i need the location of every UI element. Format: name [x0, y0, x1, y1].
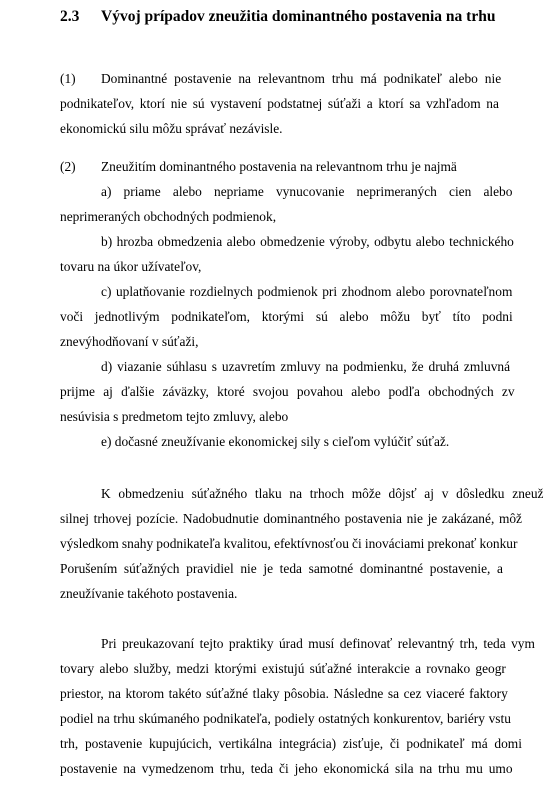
paragraph-1-line: Dominantné postavenie na relevantnom trhu má podnikateľ alebo nie: [101, 71, 502, 86]
paragraph-1-line: podnikateľov, ktorí nie sú vystavení podstatnej súťaži a ktorí sa vzhľadom na: [60, 96, 499, 111]
list-item-c-line: c) uplatňovanie rozdielnych podmienok pri zhodnom alebo porovnateľnom: [101, 284, 513, 299]
body-paragraph-2-line: Pri preukazovaní tejto praktiky úrad musí definovať relevantný trh, teda vym: [101, 636, 535, 651]
body-paragraph-2-line: priestor, na ktorom takéto súťažné tlaky pôsobia. Následne sa cez viaceré faktory: [60, 686, 508, 701]
body-paragraph-2-line: tovary alebo služby, medzi ktorými existujú súťažné interakcie a rovnako geogr: [60, 661, 506, 676]
section-number: 2.3: [60, 8, 80, 25]
body-paragraph-1-line: K obmedzeniu súťažného tlaku na trhoch môže dôjsť aj v dôsledku zneuž: [101, 486, 544, 501]
body-paragraph-2-line: podiel na trhu skúmaného podnikateľa, podiely ostatných konkurentov, bariéry vstu: [60, 711, 511, 726]
body-paragraph-1-line: Porušením súťažných pravidiel nie je teda samotné dominantné postavenie, a: [60, 561, 503, 576]
list-item-b-line: b) hrozba obmedzenia alebo obmedzenie výroby, odbytu alebo technického: [101, 234, 514, 249]
body-paragraph-2-line: postavenie na vymedzenom trhu, teda či jeho ekonomická sila na trhu mu umo: [60, 761, 513, 776]
list-item-d-line: nesúvisia s predmetom tejto zmluvy, alebo: [60, 409, 289, 424]
list-item-c-line: znevýhodňovaní v súťaži,: [60, 334, 199, 349]
list-item-c-line: voči jednotlivým podnikateľom, ktorými sú alebo môžu byť títo podni: [60, 309, 513, 324]
list-item-d-line: d) viazanie súhlasu s uzavretím zmluvy na podmienku, že druhá zmluvná: [101, 359, 511, 374]
list-item-a-line: neprimeraných obchodných podmienok,: [60, 209, 277, 224]
body-paragraph-2-line: trh, postavenie kupujúcich, vertikálna integrácia) zisťuje, či podnikateľ má domi: [60, 736, 522, 751]
paragraph-1-number: (1): [60, 71, 76, 86]
body-paragraph-1-line: silnej trhovej pozície. Nadobudnutie dominantného postavenia nie je zakázané, môž: [60, 511, 522, 526]
paragraph-1-line: ekonomickú silu môžu správať nezávisle.: [60, 121, 283, 136]
list-item-a-line: a) priame alebo nepriame vynucovanie neprimeraných cien alebo: [101, 184, 513, 199]
body-paragraph-1-line: zneužívanie takéhoto postavenia.: [60, 586, 238, 601]
list-item-b-line: tovaru na úkor užívateľov,: [60, 259, 202, 274]
body-paragraph-1-line: výsledkom snahy podnikateľa kvalitou, efektívnosťou či inováciami prekonať konkur: [60, 536, 518, 551]
section-title: Vývoj prípadov zneužitia dominantného postavenia na trhu: [101, 8, 496, 25]
paragraph-2-intro: Zneužitím dominantného postavenia na relevantnom trhu je najmä: [101, 159, 457, 174]
paragraph-2-number: (2): [60, 159, 76, 174]
list-item-e-line: e) dočasné zneužívanie ekonomickej sily s cieľom vylúčiť súťaž.: [101, 434, 450, 449]
list-item-d-line: prijme aj ďalšie záväzky, ktoré svojou povahou alebo podľa obchodných zv: [60, 384, 515, 399]
